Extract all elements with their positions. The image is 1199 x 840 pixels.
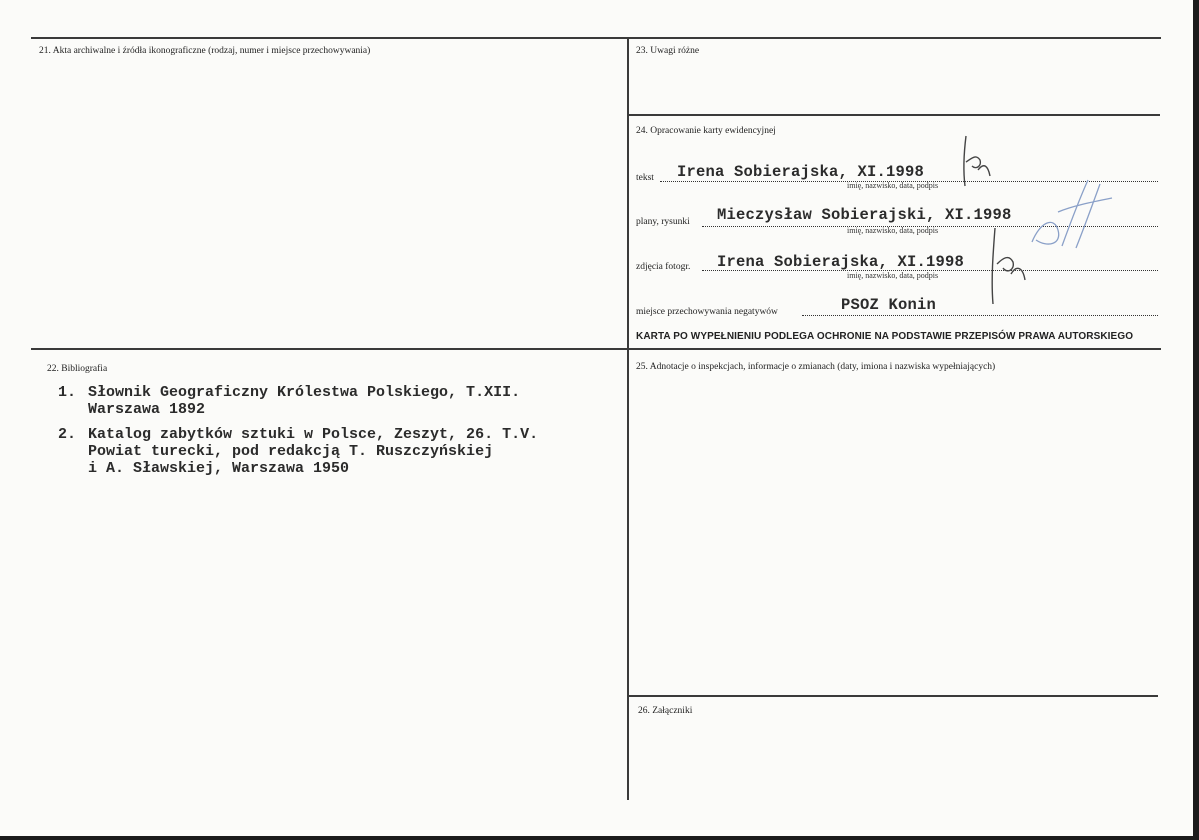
middle-rule xyxy=(31,348,1161,350)
section-21-label: 21. Akta archiwalne i źródła ikonograficzne (rodzaj, numer i miejsce przechowywania) xyxy=(39,46,371,56)
negatywy-dotted-line xyxy=(802,315,1158,316)
copyright-notice: KARTA PO WYPEŁNIENIU PODLEGA OCHRONIE NA PODSTAWIE PRZEPISÓW PRAWA AUTORSKIEGO xyxy=(636,331,1134,342)
vertical-divider xyxy=(627,38,629,800)
plany-value: Mieczysław Sobierajski, XI.1998 xyxy=(717,206,1012,224)
right-rule-26 xyxy=(628,695,1158,697)
zdjecia-value: Irena Sobierajska, XI.1998 xyxy=(717,253,965,271)
signature-mark xyxy=(1028,172,1118,252)
top-rule xyxy=(31,37,1161,39)
section-23-label: 23. Uwagi różne xyxy=(636,46,700,56)
section-25-label: 25. Adnotacje o inspekcjach, informacje o zmianach (daty, imiona i nazwiska wypełniających) xyxy=(636,362,996,372)
negatywy-value: PSOZ Konin xyxy=(841,296,937,314)
bibliography-item-number: 2. xyxy=(58,426,77,443)
signature-mark xyxy=(958,132,998,192)
signature-mark xyxy=(985,224,1035,308)
bibliography-item-text: Słownik Geograficzny Królestwa Polskiego, T.XII. Warszawa 1892 xyxy=(88,384,521,418)
tekst-hint: imię, nazwisko, data, podpis xyxy=(847,181,939,190)
tekst-value: Irena Sobierajska, XI.1998 xyxy=(677,163,925,181)
plany-hint: imię, nazwisko, data, podpis xyxy=(847,226,939,235)
zdjecia-hint: imię, nazwisko, data, podpis xyxy=(847,271,939,280)
bibliography-item-number: 1. xyxy=(58,384,77,401)
tekst-label: tekst xyxy=(636,173,654,183)
plany-label: plany, rysunki xyxy=(636,217,690,227)
negatywy-label: miejsce przechowywania negatywów xyxy=(636,307,778,317)
section-26-label: 26. Załączniki xyxy=(638,706,693,716)
bibliography-item-text: Katalog zabytków sztuki w Polsce, Zeszyt, 26. T.V. Powiat turecki, pod redakcją T. Ruszczyńskiej i A. Sławskiej, Warszawa 1950 xyxy=(88,426,539,477)
right-rule-23 xyxy=(628,114,1160,116)
zdjecia-label: zdjęcia fotogr. xyxy=(636,262,691,272)
section-22-label: 22. Bibliografia xyxy=(47,364,108,374)
section-24-label: 24. Opracowanie karty ewidencyjnej xyxy=(636,126,776,136)
